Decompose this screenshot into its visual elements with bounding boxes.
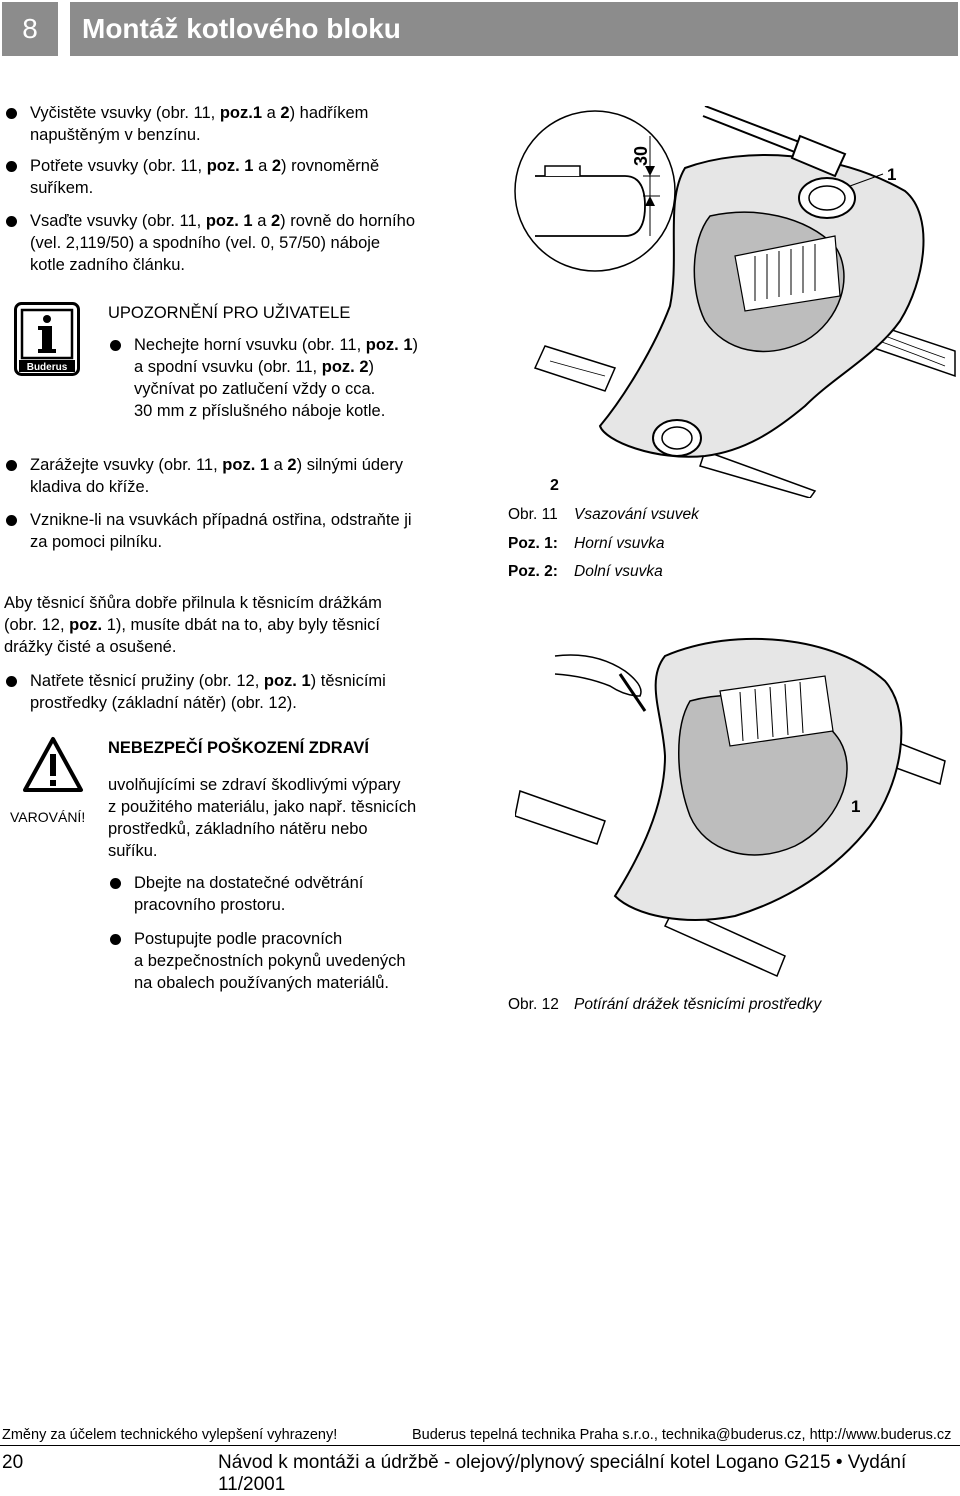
bullet-dot bbox=[6, 515, 17, 526]
text: Vsaďte vsuvky (obr. 11, bbox=[30, 212, 206, 230]
dimension-30-label: 30 bbox=[631, 145, 651, 166]
text: Natřete těsnicí pružiny (obr. 12, bbox=[30, 672, 264, 690]
text-bold: 2 bbox=[280, 104, 290, 122]
bullet-drive-nipples bbox=[30, 454, 403, 498]
bullet-insert-nipples bbox=[30, 210, 415, 276]
text: prostředky (základní nátěr) (obr. 12). bbox=[30, 694, 297, 712]
text-bold: poz. bbox=[219, 104, 253, 122]
position-2-label: 2 bbox=[550, 477, 559, 494]
text: (obr. 12, bbox=[4, 616, 70, 634]
text: a spodní vsuvku (obr. 11, bbox=[134, 358, 322, 376]
text: Vyčistěte vsuvky (obr. 11, bbox=[30, 104, 220, 122]
notice-title: UPOZORNĚNÍ PRO UŽIVATELE bbox=[108, 304, 351, 322]
warning-bullet-instructions bbox=[134, 928, 406, 994]
text-bold: 1 bbox=[403, 336, 413, 354]
text: ) těsnicími bbox=[310, 672, 386, 690]
legend-label: Poz. 2: bbox=[508, 563, 558, 580]
seal-paragraph bbox=[4, 592, 382, 658]
bullet-remove-burrs bbox=[30, 509, 412, 553]
text-bold: 2 bbox=[270, 212, 281, 230]
text: za pomoci pilníku. bbox=[30, 533, 163, 551]
figure-11-legend-2 bbox=[508, 561, 663, 583]
text: ) bbox=[412, 336, 419, 354]
legend-text: Dolní vsuvka bbox=[574, 563, 663, 580]
figure-12-caption bbox=[508, 994, 821, 1016]
page-number: 20 bbox=[2, 1452, 24, 1473]
text: napuštěným v benzínu. bbox=[30, 126, 201, 144]
text: vyčnívat po zatlučení vždy o cca. bbox=[134, 380, 376, 398]
text: ) rovnoměrně bbox=[281, 157, 380, 175]
text: pracovního prostoru. bbox=[134, 896, 286, 914]
footer-disclaimer: Změny za účelem technického vylepšení vyhrazeny! bbox=[2, 1427, 338, 1443]
warning-title: NEBEZPEČÍ POŠKOZENÍ ZDRAVÍ bbox=[108, 739, 369, 757]
figure-title: Vsazování vsuvek bbox=[574, 506, 699, 523]
chapter-title: Montáž kotlového bloku bbox=[70, 2, 958, 56]
figure-11-caption bbox=[508, 504, 699, 526]
text-bold: poz. bbox=[365, 336, 399, 354]
figure-12-illustration bbox=[515, 626, 958, 988]
text: prostředků, základního nátěru nebo bbox=[108, 820, 368, 838]
bullet-coat-springs bbox=[30, 670, 386, 714]
text-bold: 2 bbox=[359, 358, 369, 376]
footer-divider bbox=[0, 1445, 960, 1446]
text: Dbejte na dostatečné odvětrání bbox=[134, 874, 364, 892]
text: Zarážejte vsuvky (obr. 11, bbox=[30, 456, 223, 474]
text: ) bbox=[368, 358, 375, 376]
chapter-number: 8 bbox=[2, 2, 58, 56]
text: na obalech používaných materiálů. bbox=[134, 974, 389, 992]
text: Aby těsnicí šňůra dobře přilnula k těsnicím drážkám bbox=[4, 594, 382, 612]
legend-label: Poz. 1: bbox=[508, 535, 558, 552]
text: a bbox=[262, 104, 281, 122]
bullet-dot bbox=[110, 934, 121, 945]
bullet-dot bbox=[6, 676, 17, 687]
footer-document-title: Návod k montáži a údržbě - olejový/plynový speciální kotel Logano G215 • Vydání 11/2001 bbox=[218, 1452, 907, 1495]
text-bold: 1 bbox=[244, 157, 254, 175]
text: uvolňujícími se zdraví škodlivými výpary bbox=[108, 776, 401, 794]
text-bold: poz. bbox=[69, 616, 103, 634]
text: kotle zadního článku. bbox=[30, 256, 186, 274]
warning-body bbox=[108, 774, 416, 862]
text: Vznikne-li na vsuvkách případná ostřina, odstraňte ji bbox=[30, 511, 412, 529]
text: Nechejte horní vsuvku (obr. 11, bbox=[134, 336, 366, 354]
warning-bullet-ventilation bbox=[134, 872, 363, 916]
text: 30 mm z příslušného náboje kotle. bbox=[134, 402, 386, 420]
text-bold: 1 bbox=[301, 672, 311, 690]
text: a bbox=[252, 212, 271, 230]
position-1-label: 1 bbox=[851, 797, 861, 816]
bullet-dot bbox=[110, 340, 121, 351]
figure-11-legend-1 bbox=[508, 533, 664, 555]
text: suříkem. bbox=[30, 179, 94, 197]
bullet-dot bbox=[110, 878, 121, 889]
text: Postupujte podle pracovních bbox=[134, 930, 343, 948]
text: ) hadříkem bbox=[289, 104, 369, 122]
buderus-logo-text: Buderus bbox=[26, 362, 68, 373]
figure-title: Potírání drážek těsnicími prostředky bbox=[574, 996, 822, 1013]
text-bold: poz. bbox=[205, 212, 239, 230]
buderus-info-icon bbox=[14, 302, 80, 376]
text-bold: poz. bbox=[206, 157, 240, 175]
text-bold: 1 bbox=[259, 456, 270, 474]
legend-text: Horní vsuvka bbox=[574, 535, 665, 552]
figure-number: Obr. 12 bbox=[508, 996, 559, 1013]
text: a bbox=[269, 456, 288, 474]
text: Potřete vsuvky (obr. 11, bbox=[30, 157, 207, 175]
bullet-paint-nipples bbox=[30, 155, 379, 199]
text: suříku. bbox=[108, 842, 158, 860]
text-bold: 2 bbox=[271, 157, 282, 175]
text-bold: poz. bbox=[222, 456, 256, 474]
text: a bezpečnostních pokynů uvedených bbox=[134, 952, 406, 970]
text: ) rovně do horního bbox=[280, 212, 415, 230]
position-1-label: 1 bbox=[887, 165, 897, 184]
bullet-clean-nipples bbox=[30, 102, 368, 146]
warning-label: VAROVÁNÍ! bbox=[10, 809, 86, 825]
warning-triangle-icon bbox=[22, 736, 84, 794]
figure-number: Obr. 11 bbox=[508, 506, 558, 523]
bullet-dot bbox=[6, 161, 17, 172]
text-bold: 1 bbox=[243, 212, 253, 230]
text: 1), musíte dbát na to, aby byly těsnicí bbox=[102, 616, 381, 634]
text: (vel. 2,119/50) a spodního (vel. 0, 57/50) náboje bbox=[30, 234, 381, 252]
text: a bbox=[253, 157, 272, 175]
bullet-dot bbox=[6, 108, 17, 119]
notice-bullet bbox=[134, 334, 418, 422]
text: ) silnými údery bbox=[296, 456, 403, 474]
bullet-dot bbox=[6, 216, 17, 227]
text: z použitého materiálu, jako např. těsnicích bbox=[108, 798, 417, 816]
figure-11-illustration bbox=[505, 106, 958, 498]
bullet-dot bbox=[6, 460, 17, 471]
text-bold: poz. bbox=[321, 358, 355, 376]
text: kladiva do kříže. bbox=[30, 478, 150, 496]
text-bold: 1 bbox=[252, 104, 263, 122]
text: drážky čisté a osušené. bbox=[4, 638, 177, 656]
text-bold: poz. bbox=[263, 672, 297, 690]
text-bold: 2 bbox=[287, 456, 297, 474]
footer-company: Buderus tepelná technika Praha s.r.o., technika@buderus.cz, http://www.buderus.cz bbox=[412, 1427, 952, 1443]
